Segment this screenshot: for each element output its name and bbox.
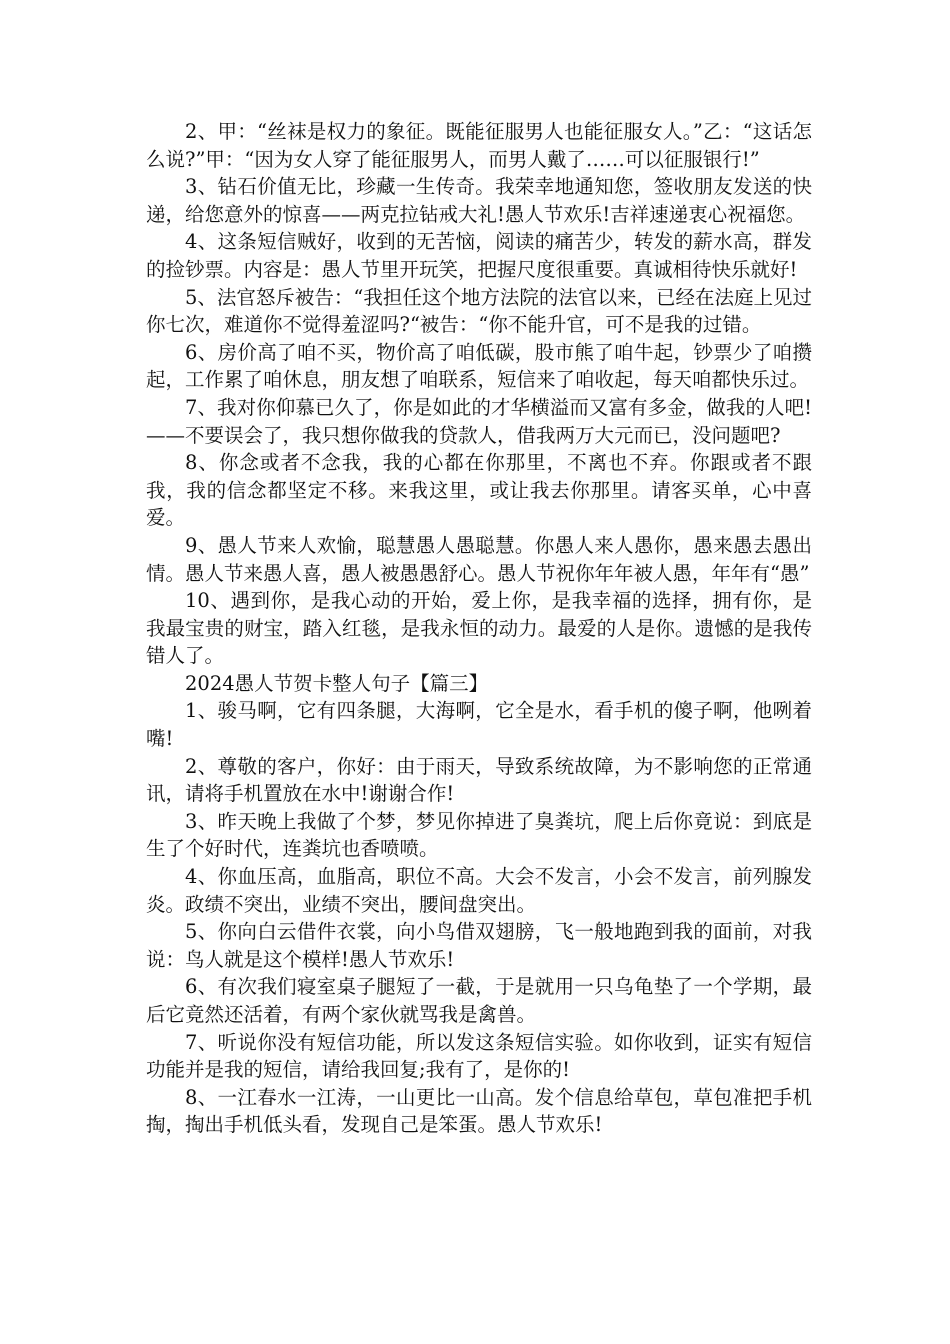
section-paragraph-2: 2、尊敬的客户，你好：由于雨天，导致系统故障，为不影响您的正常通讯，请将手机置放在水中!谢谢合作! [146,754,812,806]
paragraph-3: 3、钻石价值无比，珍藏一生传奇。我荣幸地通知您，签收朋友发送的快递，给您意外的惊喜——两克拉钻戒大礼!愚人节欢乐!吉祥速递衷心祝福您。 [146,175,812,226]
section-paragraph-4: 4、你血压高，血脂高，职位不高。大会不发言，小会不发言，前列腺发炎。政绩不突出，业绩不突出，腰间盘突出。 [146,865,812,916]
paragraph-4: 4、这条短信贼好，收到的无苦恼，阅读的痛苦少，转发的薪水高，群发的捡钞票。内容是：愚人节里开玩笑，把握尺度很重要。真诚相待快乐就好! [146,230,812,281]
section-paragraph-3: 3、昨天晚上我做了个梦，梦见你掉进了臭粪坑，爬上后你竟说：到底是生了个好时代，连粪坑也香喷喷。 [146,809,812,861]
section-paragraph-6: 6、有次我们寝室桌子腿短了一截，于是就用一只乌龟垫了一个学期，最后它竟然还活着，有两个家伙就骂我是禽兽。 [146,975,812,1026]
paragraph-6: 6、房价高了咱不买，物价高了咱低碳，股市熊了咱牛起，钞票少了咱攒起，工作累了咱休息，朋友想了咱联系，短信来了咱收起，每天咱都快乐过。 [146,340,812,392]
section-paragraph-5: 5、你向白云借件衣裳，向小鸟借双翅膀，飞一般地跑到我的面前，对我说：鸟人就是这个模样!愚人节欢乐! [146,920,812,971]
paragraph-8: 8、你念或者不念我，我的心都在你那里，不离也不弃。你跟或者不跟我，我的信念都坚定不移。来我这里，或让我去你那里。请客买单，心中喜爱。 [146,451,812,530]
paragraph-9: 9、愚人节来人欢愉，聪慧愚人愚聪慧。你愚人来人愚你，愚来愚去愚出情。愚人节来愚人喜，愚人被愚愚舒心。愚人节祝你年年被人愚，年年有“愚” [146,533,812,585]
section-paragraph-1: 1、骏马啊，它有四条腿，大海啊，它全是水，看手机的傻子啊，他咧着嘴! [146,699,812,751]
paragraph-10: 10、遇到你，是我心动的开始，爱上你，是我幸福的选择，拥有你，是我最宝贵的财宝，踏入红毯，是我永恒的动力。最爱的人是你。遗憾的是我传错人了。 [146,589,812,668]
paragraph-7: 7、我对你仰慕已久了，你是如此的才华横溢而又富有多金，做我的人吧!——不要误会了，我只想你做我的贷款人，借我两万大元而已，没问题吧? [146,395,812,447]
document-page [146,118,812,1139]
paragraph-5: 5、法官怒斥被告：“我担任这个地方法院的法官以来，已经在法庭上见过你七次，难道你不觉得羞涩吗?“被告：“你不能升官，可不是我的过错。 [146,285,812,337]
section-paragraph-8: 8、一江春水一江涛，一山更比一山高。发个信息给草包，草包准把手机掏，掏出手机低头看，发现自己是笨蛋。愚人节欢乐! [146,1085,812,1137]
section-heading: 2024愚人节贺卡整人句子【篇三】 [185,671,489,695]
paragraph-2: 2、甲：“丝袜是权力的象征。既能征服男人也能征服女人。”乙：“这话怎么说?”甲：“因为女人穿了能征服男人，而男人戴了……可以征服银行!” [146,120,812,171]
section-paragraph-7: 7、听说你没有短信功能，所以发这条短信实验。如你收到，证实有短信功能并是我的短信，请给我回复;我有了，是你的! [146,1030,812,1082]
